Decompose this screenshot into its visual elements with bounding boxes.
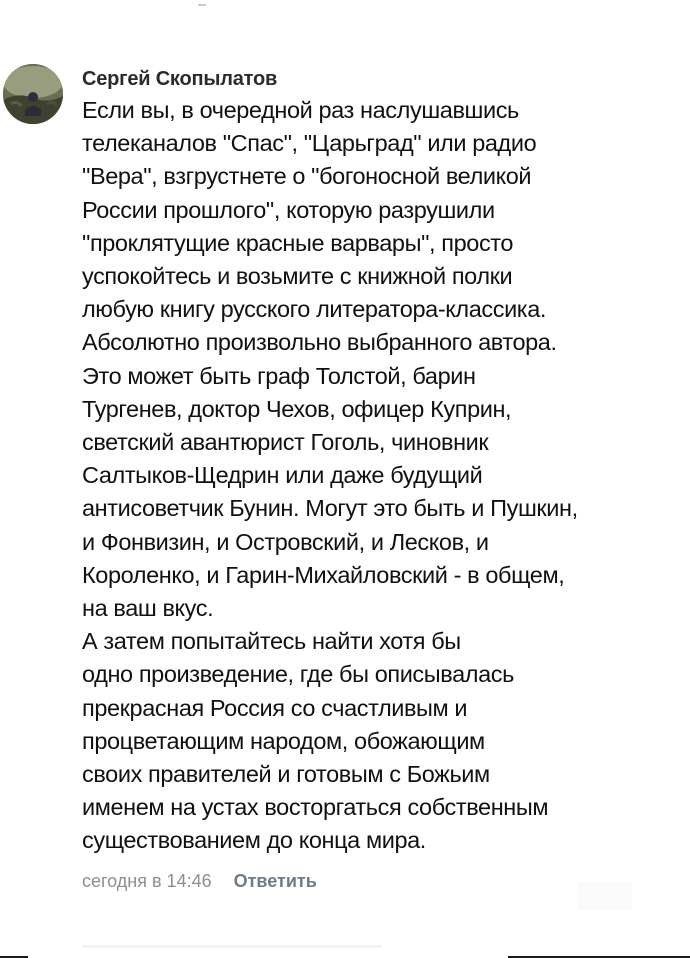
comment-date: сегодня в 14:46 [82,870,212,891]
faint-divider [82,945,382,948]
avatar[interactable] [3,64,63,124]
faint-artifact [578,882,632,910]
comment [82,64,682,894]
comment-author[interactable]: Сергей Скопылатов [82,68,278,90]
avatar-photo-icon [3,64,63,124]
reply-button[interactable]: Ответить [233,870,317,891]
top-divider [198,4,206,6]
comment-text: Если вы, в очередной раз наслушавшись телеканалов "Спас", "Царьград" или радио "Вера", взгрустнете о "богоносной великой России прошлого", которую разрушили "проклятущие красные варвары", просто успокойтесь и возьмите с книжной полки любую книгу русского литератора-классика. Абсолютно произвольно выбранного автора. Это может быть граф Толстой, барин Тургенев, доктор Чехов, офицер Куприн, светский авантюрист Гоголь, чиновник Салтыков-Щедрин или даже будущий антисоветчик Бунин. Могут это быть и Пушкин, и Фонвизин, и Островский, и Лесков, и Короленко, и Гарин-Михайловский - в общем, на ваш вкус. А затем попытайтесь найти хотя бы одно произведение, где бы описывалась прекрасная Россия со счастливым и процветающим народом, обожающим своих правителей и готовым с Божьим именем на устах восторгаться собственным существованием до конца мира. [82,97,578,854]
